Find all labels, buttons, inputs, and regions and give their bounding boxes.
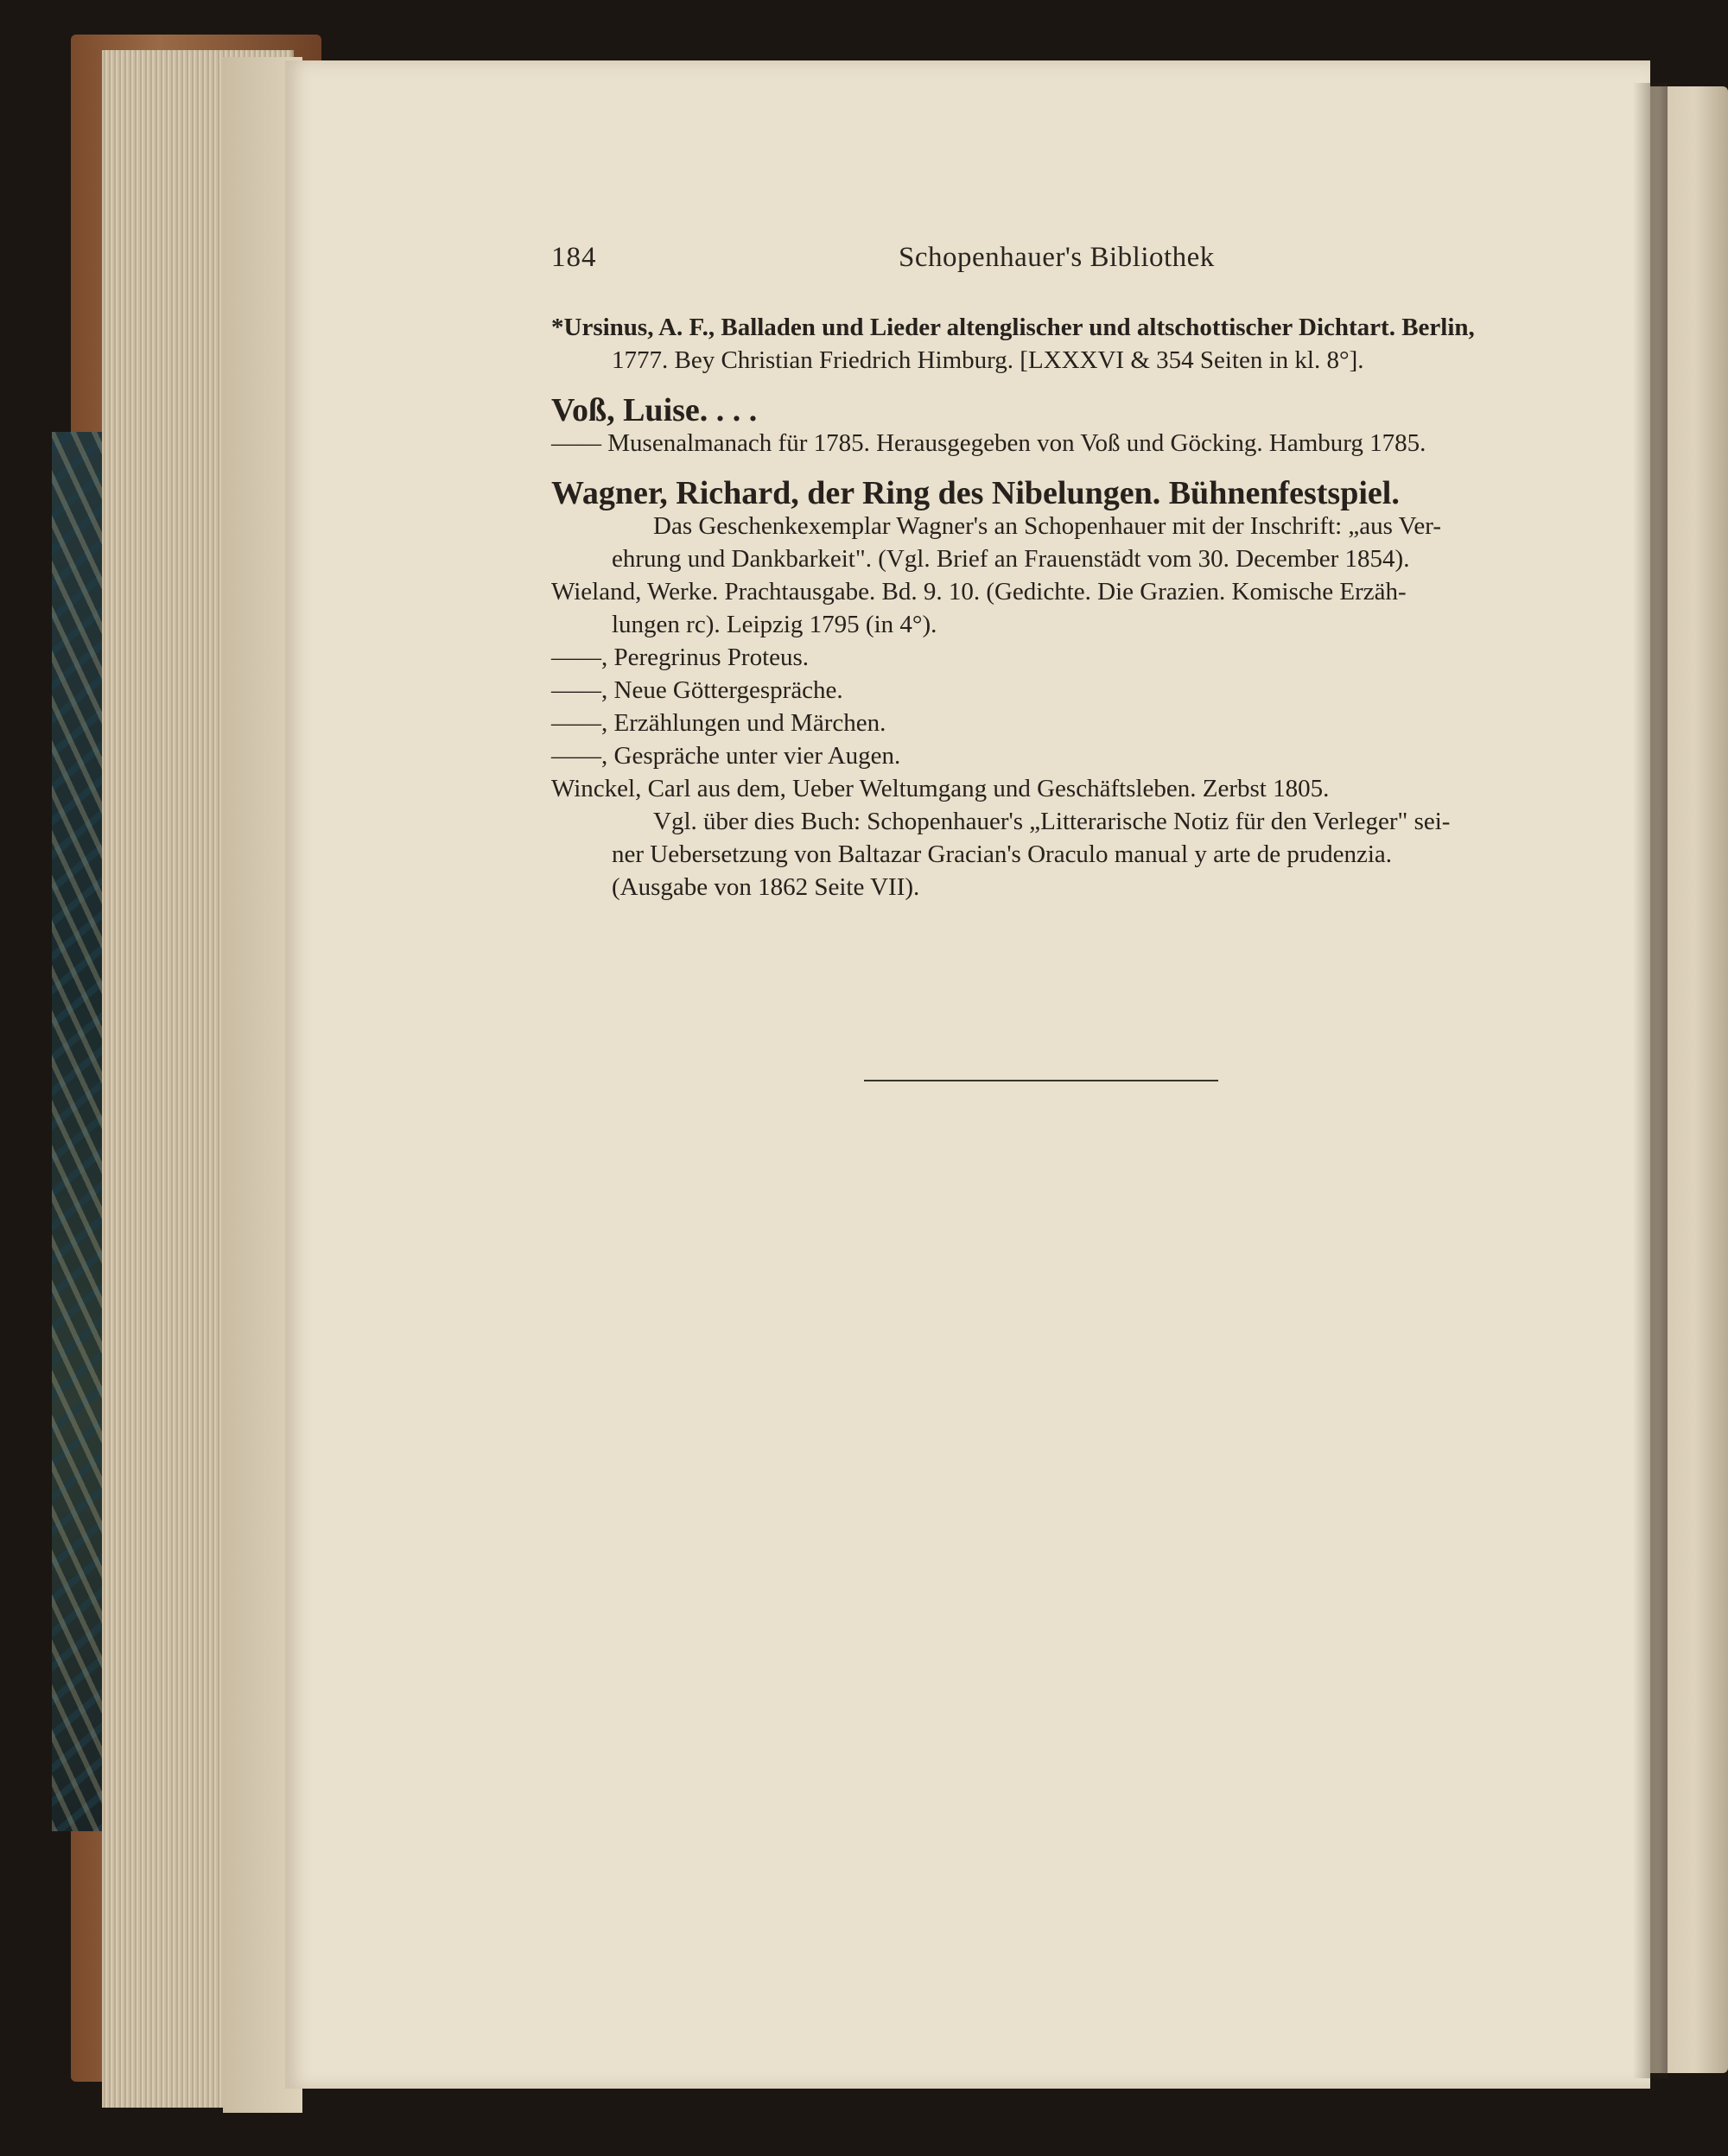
entry-ursinus-line-2: 1777. Bey Christian Friedrich Himburg. [LXXXVI & 354 Seiten in kl. 8°]. <box>612 346 1364 374</box>
entry-wagner-note-1: Das Geschenkexemplar Wagner's an Schopenhauer mit der Inschrift: „aus Ver- <box>653 512 1441 540</box>
gutter-shadow <box>1633 83 1668 2078</box>
entry-musenalmanach: —— Musenalmanach für 1785. Herausgegeben von Voß und Göcking. Hamburg 1785. <box>551 429 1426 457</box>
entry-winckel: Winckel, Carl aus dem, Ueber Weltumgang und Geschäftsleben. Zerbst 1805. <box>551 775 1330 802</box>
spacer <box>551 460 1588 477</box>
page-body <box>551 311 1588 904</box>
page-number: 184 <box>551 242 597 273</box>
entry-winckel-note-3: (Ausgabe von 1862 Seite VII). <box>612 873 920 901</box>
entry-wieland-goettergespraeche: ——, Neue Göttergespräche. <box>551 676 843 704</box>
entry-wagner-note-2: ehrung und Dankbarkeit". (Vgl. Brief an Frauenstädt vom 30. December 1854). <box>612 545 1410 573</box>
end-rule <box>864 1080 1218 1081</box>
entry-wagner: Wagner, Richard, der Ring des Nibelungen. Bühnenfestspiel. <box>551 475 1400 511</box>
entry-wieland-erzaehlungen: ——, Erzählungen und Märchen. <box>551 709 886 737</box>
entry-winckel-note-1: Vgl. über dies Buch: Schopenhauer's „Litterarische Notiz für den Verleger" sei- <box>653 808 1451 835</box>
spacer <box>551 377 1588 394</box>
entry-winckel-note-2: ner Uebersetzung von Baltazar Gracian's Oraculo manual y arte de prudenzia. <box>612 840 1393 868</box>
entry-wieland-gespraeche: ——, Gespräche unter vier Augen. <box>551 742 901 770</box>
entry-wieland: Wieland, Werke. Prachtausgabe. Bd. 9. 10. (Gedichte. Die Grazien. Komische Erzäh- <box>551 578 1407 606</box>
book-page <box>285 60 1650 2089</box>
entry-wieland-peregrinus: ——, Peregrinus Proteus. <box>551 644 810 671</box>
running-title: Schopenhauer's Bibliothek <box>899 242 1215 273</box>
entry-ursinus-line-1: *Ursinus, A. F., Balladen und Lieder altenglischer und altschottischer Dichtart. Berlin, <box>551 314 1475 341</box>
entry-wieland-cont: lungen rc). Leipzig 1795 (in 4°). <box>612 611 937 638</box>
marbled-edge <box>52 432 104 1831</box>
entry-voss: Voß, Luise. . . . <box>551 392 758 428</box>
